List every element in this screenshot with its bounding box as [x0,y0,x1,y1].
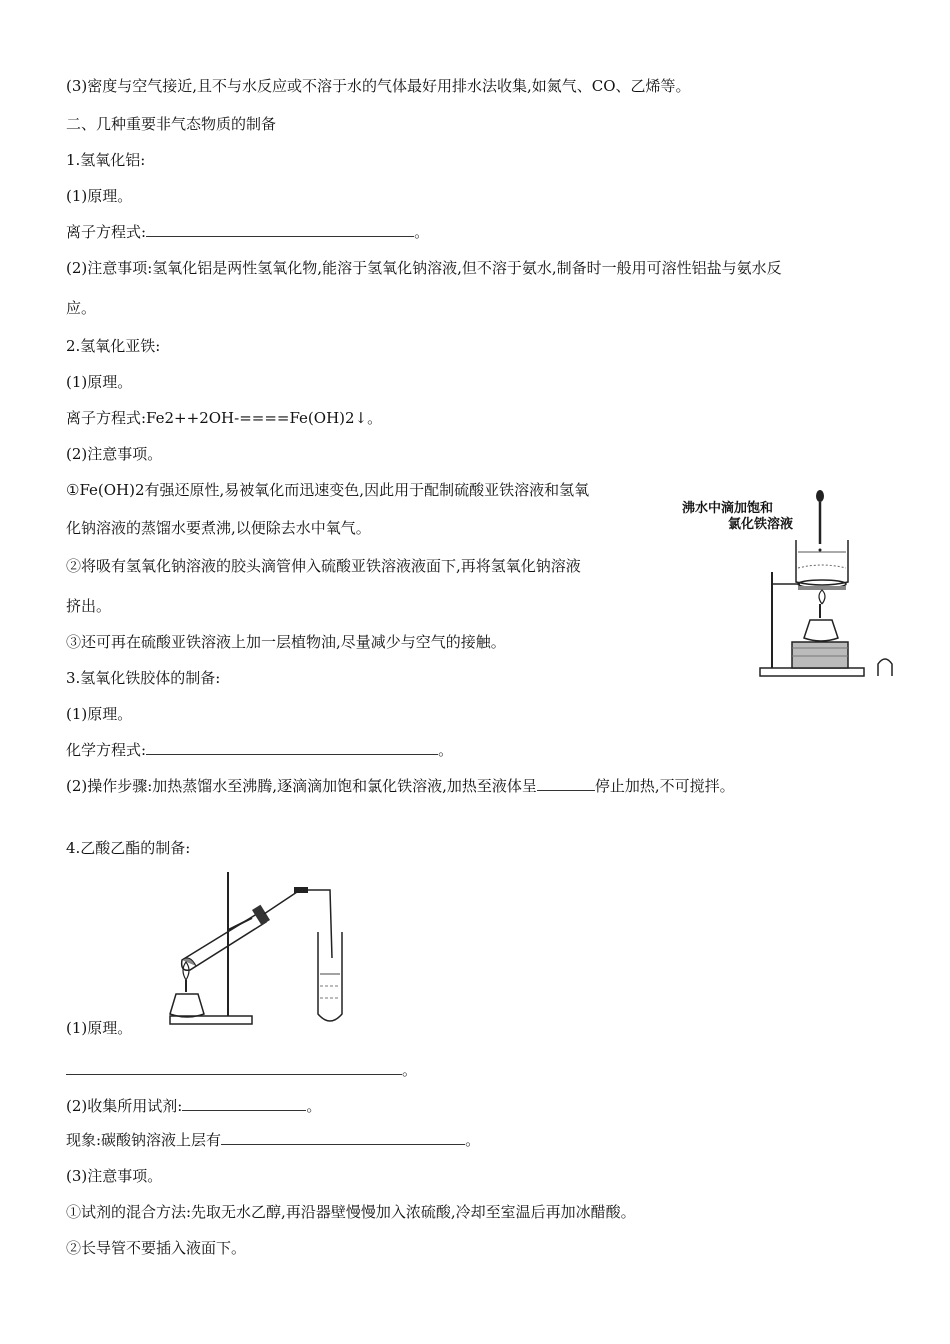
label: 离子方程式: [66,223,147,241]
text-line [66,776,735,796]
answer-blank[interactable] [537,776,595,791]
section-heading: 二、几种重要非气态物质的制备 [66,115,277,133]
answer-blank[interactable] [146,740,438,755]
subheading: 1.氢氧化铝: [66,151,146,169]
text-line: (3)密度与空气接近,且不与水反应或不溶于水的气体最好用排水法收集,如氮气、CO、乙烯等。 [66,77,691,95]
answer-blank[interactable] [146,222,414,237]
answer-blank[interactable] [182,1096,306,1111]
answer-blank[interactable] [66,1060,402,1075]
label: 停止加热,不可搅拌。 [594,777,735,795]
label: (2)收集所用试剂: [66,1097,183,1115]
text-line: ③还可再在硫酸亚铁溶液上加一层植物油,尽量减少与空气的接触。 [66,633,506,651]
text-line: ①试剂的混合方法:先取无水乙醇,再沿器壁慢慢加入浓硫酸,冷却至室温后再加冰醋酸。 [66,1203,636,1221]
subheading: 2.氢氧化亚铁: [66,337,161,355]
text-line: (1)原理。 [66,373,133,391]
period: 。 [465,1131,481,1149]
text-line: 化钠溶液的蒸馏水要煮沸,以便除去水中氧气。 [66,519,371,537]
text-line: 离子方程式:Fe2++2OH-====Fe(OH)2↓。 [66,409,383,427]
label: (2)操作步骤:加热蒸馏水至沸腾,逐滴滴加饱和氯化铁溶液,加热至液体呈 [66,777,537,795]
text-line: ②将吸有氢氧化钠溶液的胶头滴管伸入硫酸亚铁溶液液面下,再将氢氧化钠溶液 [66,557,581,575]
period: 。 [414,223,430,241]
text-line [66,1096,321,1116]
text-line: 应。 [66,299,97,317]
figure-label-line2: 氯化铁溶液 [728,517,794,532]
text-line [66,222,429,242]
period: 。 [402,1061,418,1079]
text-line: ②长导管不要插入液面下。 [66,1239,247,1257]
subheading: 4.乙酸乙酯的制备: [66,839,191,857]
figure-label-line1: 沸水中滴加饱和 [682,501,774,516]
answer-blank[interactable] [221,1130,465,1145]
ethyl-acetate-apparatus-figure [160,868,366,1028]
text-line: (2)注意事项。 [66,445,163,463]
text-line: (1)原理。 [66,1019,133,1037]
label: 化学方程式: [66,741,147,759]
period: 。 [438,741,454,759]
text-line: ①Fe(OH)2有强还原性,易被氧化而迅速变色,因此用于配制硫酸亚铁溶液和氢氧 [66,481,590,499]
text-line [66,1060,417,1080]
text-line: (1)原理。 [66,187,133,205]
text-line [66,1130,480,1150]
text-line [66,740,453,760]
text-line: (2)注意事项:氢氧化铝是两性氢氧化物,能溶于氢氧化钠溶液,但不溶于氨水,制备时一般用可溶性铝盐与氨水反 [66,259,782,277]
text-line: (1)原理。 [66,705,133,723]
text-line: (3)注意事项。 [66,1167,163,1185]
period: 。 [306,1097,322,1115]
label: 现象:碳酸钠溶液上层有 [66,1131,222,1149]
colloid-apparatus-figure [672,482,904,688]
text-line: 挤出。 [66,597,112,615]
subheading: 3.氢氧化铁胶体的制备: [66,669,221,687]
